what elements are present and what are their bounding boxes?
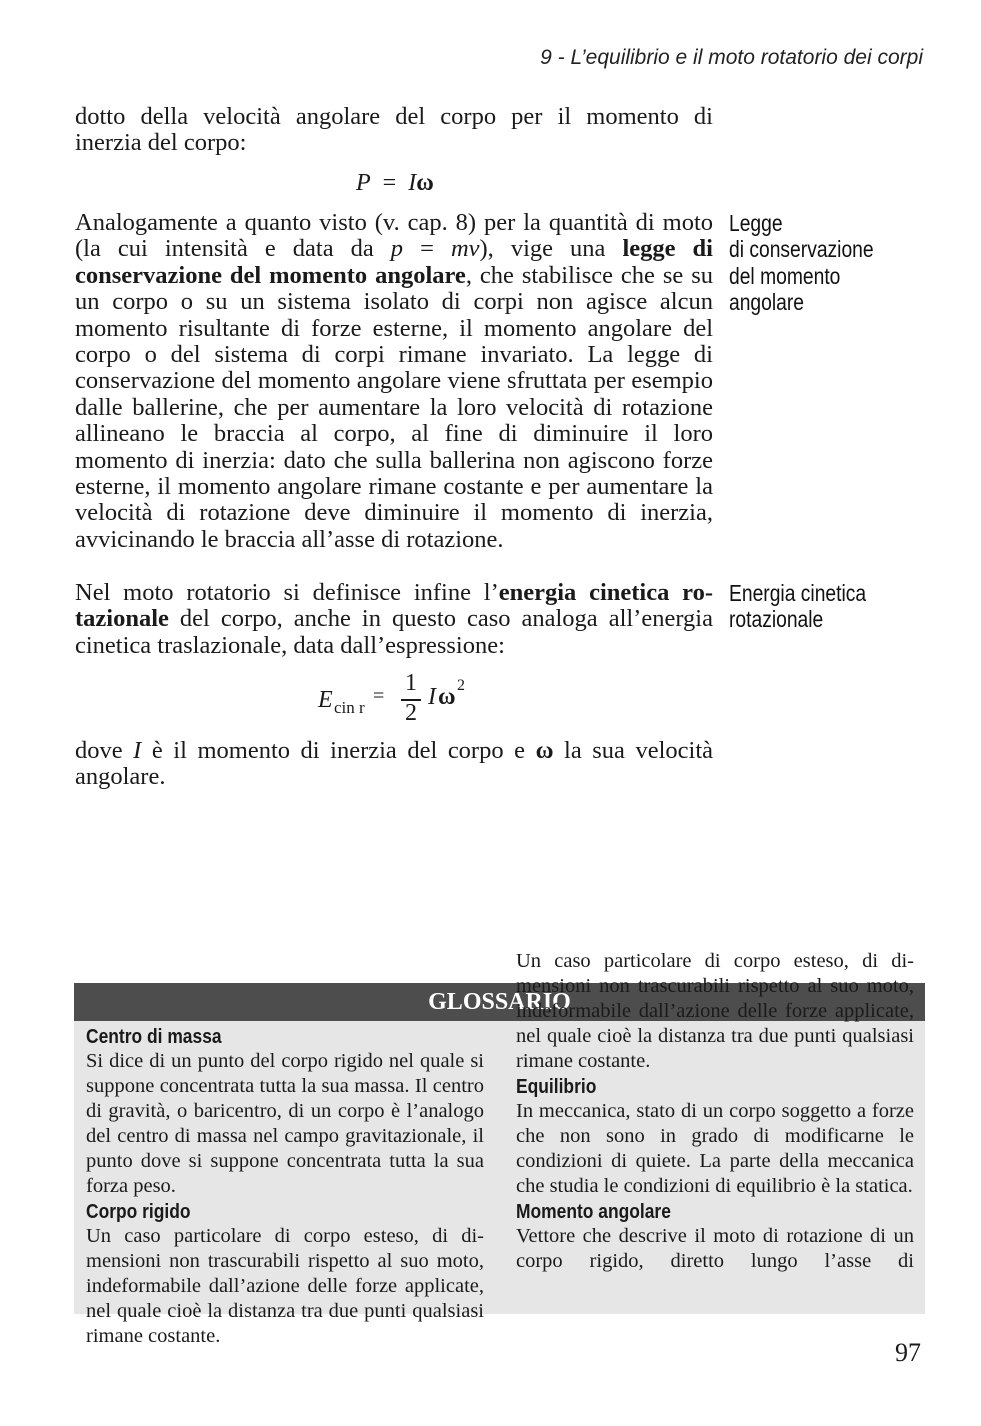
formula-omega: ω [416, 170, 434, 196]
glossary-title: GLOSSARIO [74, 983, 925, 1021]
energy-formula [318, 670, 518, 730]
formula-subscript: cin r [334, 698, 365, 717]
closing-paragraph [75, 738, 713, 791]
glossary-term: Corpo rigido [86, 1200, 191, 1223]
term-conservation: legge di conservazione del momento angolare [75, 235, 713, 289]
formula-equals: = [373, 685, 385, 707]
glossary-box [74, 950, 925, 1347]
intro-line-2: inerzia del corpo: [75, 129, 247, 157]
glossary-definition: Vettore che descrive il moto di rotazione di un corpo rigido, diretto lungo l’asse di [516, 1225, 914, 1272]
fraction-numerator: 1 [405, 670, 417, 696]
closing-text: dove I è il momento di inerzia del corpo e ω la sua velocità angolare. [75, 737, 713, 791]
formula-i: I [428, 684, 436, 710]
term-energy: energia cinetica rotazionale [75, 579, 713, 633]
energy-text: Nel moto rotatorio si definisce infine l’energia cinetica rotazionale del corpo, anche in questo caso analoga all’energia cinetica traslazionale, data dall’espressione: [75, 579, 713, 659]
formula-exponent: 2 [457, 677, 465, 694]
margin-note-line: Legge [729, 210, 783, 236]
formula-p: P [356, 170, 371, 196]
conservation-text: Analogamente a quanto visto (v. cap. 8) per la quantità di moto (la cui intensità e data da p = mv), vige una legge di conservazione del momento angolare, che stabilisce che se su un corpo o su un sistema isolato di corpi non agisce alcun momento risultante di forze esterne, il momento angolare del corpo o del sistema di corpi rimane invariato. La legge di conservazione del momento angolare viene sfruttata per esempio dalle ballerine, che per aumentare la loro velocità di rotazione allineano le braccia al corpo, al fine di diminuire il loro momento di inerzia: dato che sulla ballerina non agiscono forze esterne, il momento angolare rimane costante e per aumentare la velocità di rotazione deve diminuire il momento di inerzia, avvicinando le braccia all’asse di rotazione. [75, 209, 713, 553]
running-head: 9 - L’equilibrio e il moto rotatorio dei corpi [540, 46, 923, 69]
margin-note-line: rotazionale [729, 606, 824, 633]
margin-note-line: Energia cinetica [729, 580, 867, 606]
margin-note-line: del momento [729, 262, 841, 289]
glossary-definition: Un caso particolare di corpo esteso, di dimensioni non trascurabili rispetto al suo moto, indeformabile dall’azione delle forze applicate, nel quale cioè la distanza tra due punti qualsiasi rimane costante. [86, 1225, 484, 1347]
glossary-continuation [516, 950, 914, 1074]
energy-paragraph [75, 580, 713, 659]
conservation-paragraph [75, 210, 713, 553]
glossary-term: Centro di massa [86, 1025, 222, 1048]
intro-paragraph [75, 104, 713, 157]
glossary-left-column [86, 1024, 484, 1347]
margin-note-line: angolare [729, 289, 805, 316]
formula-e: E [318, 687, 333, 713]
margin-note-conservation [729, 210, 893, 316]
glossary-definition: In meccanica, stato di un corpo soggetto a forze che non sono in grado di modificarne le condizioni di quiete. La parte della meccanica che studia le condizioni di equilibrio è la statica. [516, 1100, 914, 1197]
glossary-term: Momento angolare [516, 1200, 671, 1223]
fraction-denominator: 2 [405, 700, 417, 726]
formula-equals: = [382, 170, 397, 196]
momentum-formula [356, 170, 434, 197]
margin-note-line: di conservazione [729, 236, 874, 263]
glossary-term: Equilibrio [516, 1075, 597, 1098]
glossary-definition: Si dice di un punto del corpo rigido nel quale si suppone concentrata tutta la sua massa. Il centro di gravità, o baricentro, di un corpo è l’analogo del centro di massa nel campo gravitazionale, il punto dove si suppone concentrata tutta la sua forza peso. [86, 1050, 484, 1197]
intro-line-1: dotto della velocità angolare del corpo per il momento di [75, 103, 713, 130]
formula-i: I [408, 170, 417, 196]
margin-note-energy [729, 580, 893, 633]
page-number: 97 [895, 1338, 921, 1367]
glossary-definition-continued: Un caso particolare di corpo esteso, di dimensioni non trascurabili rispetto al suo moto, indeformabile dall’azione delle forze applicate, nel quale cioè la distanza tra due punti qualsiasi rimane costante. [516, 950, 914, 1072]
glossary-right-column [516, 950, 914, 1274]
formula-omega: ω [438, 684, 456, 710]
